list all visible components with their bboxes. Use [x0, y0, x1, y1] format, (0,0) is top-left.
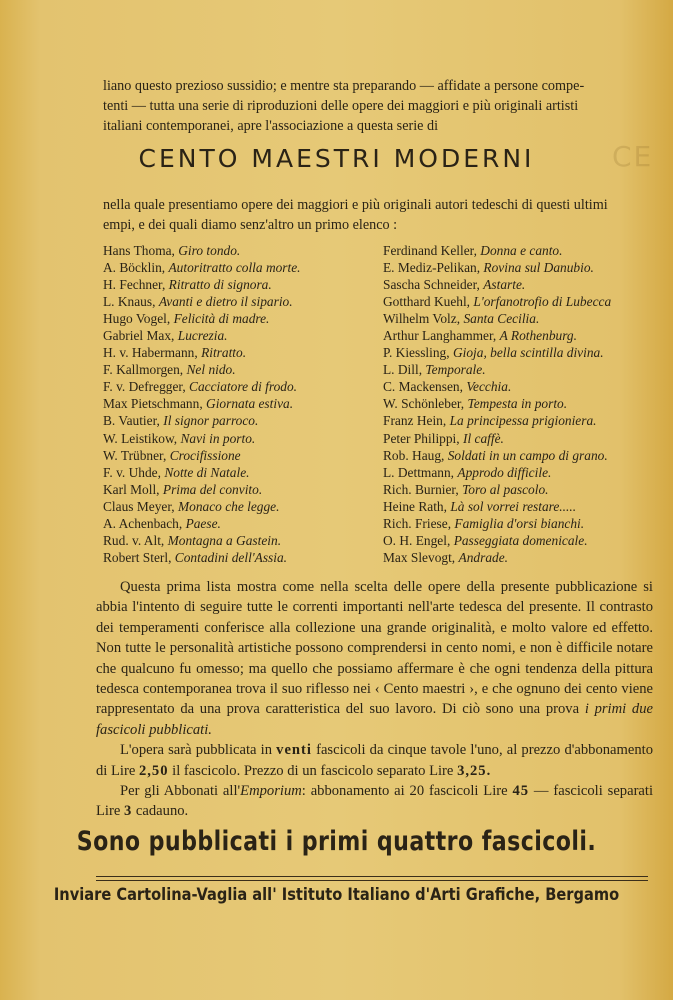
artwork-title: Navi in porto. [180, 430, 256, 446]
artist-name: Arthur Langhammer, [383, 328, 497, 344]
body-text [96, 577, 653, 822]
show-through-text: CE [612, 140, 654, 173]
artwork-title: Là sol vorrei restare..... [450, 498, 577, 514]
artist-entry [103, 276, 378, 293]
artist-entry [383, 310, 663, 327]
lead-paragraph [103, 195, 655, 235]
lead-line: nella quale presentiamo opere dei maggiori e più originali autori tedeschi di questi ultimi [103, 197, 608, 213]
artist-name: H. v. Habermann, [103, 345, 198, 361]
artwork-title: Astarte. [483, 277, 526, 293]
artwork-title: L'orfanotrofio di Lubecca [473, 294, 612, 310]
body-text-run: Questa prima lista mostra come nella scelta delle opere della presente pubblicazione si abbia l'intento di seguire tutte le correnti importanti nell'arte tedesca del presente. Il contrasto dei temperamenti conferisce alla collezione una grande originalità, e molto valore ed effetto. Non tutte le personalità artistiche possono comprendersi in cento nomi, e non è difficile notare che qualcuno fu omesso; ma quello che possiamo affermare è che ogni tendenza della pittura tedesca contemporanea trova il suo riflesso nei ‹ Cento maestri ›, e che ognuno dei cento viene rappresentato da una prova caratteristica del suo lavoro. Di ciò sono una prova [96, 579, 653, 718]
emporium-title: Emporium [240, 783, 302, 800]
artist-name: B. Vautier, [103, 413, 160, 429]
artwork-title: Toro al pascolo. [462, 481, 549, 497]
body-paragraph-2 [96, 740, 653, 781]
artist-name: H. Fechner, [103, 277, 166, 293]
artist-name: Wilhelm Volz, [383, 311, 461, 327]
artist-name: Hans Thoma, [103, 243, 175, 258]
artwork-title: Temporale. [425, 362, 486, 378]
artist-entry [103, 412, 378, 429]
artwork-title: Tempesta in porto. [467, 396, 568, 412]
artist-entry [103, 259, 378, 276]
divider-rule [96, 880, 648, 881]
artist-entry [103, 549, 378, 566]
artist-entry [103, 344, 378, 361]
artwork-title: Cacciatore di frodo. [189, 379, 298, 395]
artwork-title: Prima del convito. [162, 481, 263, 497]
artist-list-left [103, 242, 378, 566]
artist-entry [383, 242, 663, 259]
artist-name: Claus Meyer, [103, 498, 175, 514]
artwork-title: Monaco che legge. [177, 498, 280, 514]
body-text-run: L'opera sarà pubblicata in [120, 742, 272, 759]
emporium-subscription-price: 45 [512, 783, 530, 800]
artist-name: L. Dettmann, [383, 464, 455, 480]
artwork-title: Autoritratto colla morte. [168, 260, 301, 276]
artwork-title: Santa Cecilia. [463, 311, 540, 327]
artist-entry [103, 532, 378, 549]
artist-name: Peter Philippi, [383, 430, 460, 446]
body-paragraph-3 [96, 781, 653, 822]
artwork-title: Gioja, bella scintilla divina. [452, 345, 604, 361]
artwork-title: Il signor parroco. [163, 413, 259, 429]
artist-entry [103, 361, 378, 378]
series-title: CENTO MAESTRI MODERNI [138, 144, 535, 173]
intro-line: italiani contemporanei, apre l'associazione a questa serie di [103, 118, 439, 134]
artwork-title: Avanti e dietro il sipario. [158, 294, 293, 310]
artist-name: Franz Hein, [383, 413, 447, 429]
body-text-run: il fascicolo. Prezzo di un fascicolo separato Lire [172, 762, 454, 779]
artist-name: P. Kiessling, [383, 345, 450, 361]
artist-entry [383, 344, 663, 361]
issue-count: venti [276, 742, 312, 759]
artwork-title: Approdo difficile. [457, 464, 552, 480]
artist-name: Sascha Schneider, [383, 277, 480, 293]
artist-entry [103, 310, 378, 327]
artist-entry [103, 498, 378, 515]
body-text-run: cadauno. [135, 803, 189, 820]
artist-entry [383, 464, 663, 481]
announcement-banner: Sono pubblicati i primi quattro fascicoli. [76, 826, 597, 857]
artist-name: Rich. Burnier, [383, 481, 459, 497]
artist-entry [103, 481, 378, 498]
artist-entry [383, 481, 663, 498]
publisher-footer: Inviare Cartolina-Vaglia all' Istituto Italiano d'Arti Grafiche, Bergamo [53, 885, 620, 905]
artwork-title: Rovina sul Danubio. [483, 260, 594, 276]
artwork-title: Giro tondo. [178, 243, 241, 258]
artist-entry [383, 430, 663, 447]
artist-entry [103, 515, 378, 532]
intro-line: liano questo prezioso sussidio; e mentre sta preparando — affidate a persone compe- [103, 78, 585, 94]
body-text-run: — fascicoli separati Lire [96, 783, 654, 820]
artist-entry [383, 293, 663, 310]
artwork-title: La principessa prigioniera. [449, 413, 597, 429]
artist-name: Max Slevogt, [383, 549, 456, 565]
artist-name: Rud. v. Alt, [103, 532, 165, 548]
artwork-title: Paese. [185, 515, 221, 531]
artwork-title: Donna e canto. [480, 243, 563, 258]
artist-name: Rich. Friese, [383, 515, 452, 531]
intro-line: tenti — tutta una serie di riproduzioni delle opere dei maggiori e più originali artisti [103, 98, 579, 114]
artist-name: W. Trübner, [103, 447, 167, 463]
artist-name: Ferdinand Keller, [383, 243, 477, 258]
artist-name: C. Mackensen, [383, 379, 463, 395]
artist-name: W. Leistikow, [103, 430, 178, 446]
artist-name: Heine Rath, [383, 498, 447, 514]
single-issue-price: 3,25. [457, 762, 492, 779]
artist-name: E. Mediz-Pelikan, [383, 260, 481, 276]
body-paragraph-1 [96, 577, 653, 740]
artist-entry [383, 447, 663, 464]
artist-name: Gotthard Kuehl, [383, 294, 471, 310]
artwork-title: Famiglia d'orsi bianchi. [454, 515, 585, 531]
artist-entry [383, 361, 663, 378]
artist-entry [103, 242, 378, 259]
artwork-title: A Rothenburg. [499, 328, 577, 344]
artist-entry [383, 532, 663, 549]
artwork-title: Ritratto di signora. [168, 277, 272, 293]
artist-entry [383, 259, 663, 276]
artist-name: Max Pietschmann, [103, 396, 203, 412]
artwork-title: Il caffè. [462, 430, 504, 446]
artist-name: L. Knaus, [103, 294, 156, 310]
body-emphasis: i primi due fascicoli pubblicati. [96, 701, 653, 738]
artist-name: Gabriel Max, [103, 328, 175, 344]
artwork-title: Passeggiata domenicale. [453, 532, 588, 548]
artist-name: L. Dill, [383, 362, 423, 378]
artwork-title: Soldati in un campo di grano. [447, 447, 608, 463]
artist-name: F. Kallmorgen, [103, 362, 184, 378]
artist-name: Hugo Vogel, [103, 311, 171, 327]
subscription-price: 2,50 [138, 762, 169, 779]
artist-entry [383, 515, 663, 532]
artist-entry [103, 395, 378, 412]
artist-list-right [383, 242, 663, 566]
artwork-title: Lucrezia. [177, 328, 228, 344]
artist-entry [383, 395, 663, 412]
artwork-title: Vecchia. [466, 379, 512, 395]
body-text-run: : abbonamento ai 20 fascicoli Lire [301, 783, 508, 800]
emporium-single-price: 3 [123, 803, 133, 820]
intro-paragraph [103, 76, 655, 136]
artwork-title: Notte di Natale. [164, 464, 250, 480]
artwork-title: Giornata estiva. [206, 396, 294, 412]
artwork-title: Ritratto. [201, 345, 247, 361]
artist-entry [383, 498, 663, 515]
artist-entry [383, 412, 663, 429]
artist-name: Karl Moll, [103, 481, 160, 497]
artist-entry [103, 447, 378, 464]
artist-entry [383, 276, 663, 293]
body-text-run: Per gli Abbonati all' [120, 783, 241, 800]
artist-entry [103, 327, 378, 344]
body-text-run: fascicoli da cinque tavole l'uno, al prezzo d'abbonamento di Lire [96, 742, 653, 779]
artwork-title: Nel nido. [186, 362, 236, 378]
artist-name: W. Schönleber, [383, 396, 465, 412]
artist-entry [103, 464, 378, 481]
artwork-title: Crocifissione [169, 447, 241, 463]
artist-entry [103, 293, 378, 310]
artist-entry [103, 378, 378, 395]
artist-name: O. H. Engel, [383, 532, 451, 548]
artwork-title: Andrade. [458, 549, 508, 565]
divider-rule [96, 876, 648, 877]
artist-entry [383, 378, 663, 395]
artist-name: F. v. Defregger, [103, 379, 186, 395]
artwork-title: Contadini dell'Assia. [174, 549, 288, 565]
lead-line: empi, e dei quali diamo senz'altro un primo elenco : [103, 217, 398, 233]
artist-name: A. Böcklin, [103, 260, 166, 276]
artwork-title: Felicità di madre. [173, 311, 270, 327]
artist-name: A. Achenbach, [103, 515, 183, 531]
artist-name: Robert Sterl, [103, 549, 172, 565]
artist-name: F. v. Uhde, [103, 464, 161, 480]
artist-entry [383, 327, 663, 344]
artist-entry [383, 549, 663, 566]
artwork-title: Montagna a Gastein. [167, 532, 282, 548]
artist-name: Rob. Haug, [383, 447, 445, 463]
artist-entry [103, 430, 378, 447]
